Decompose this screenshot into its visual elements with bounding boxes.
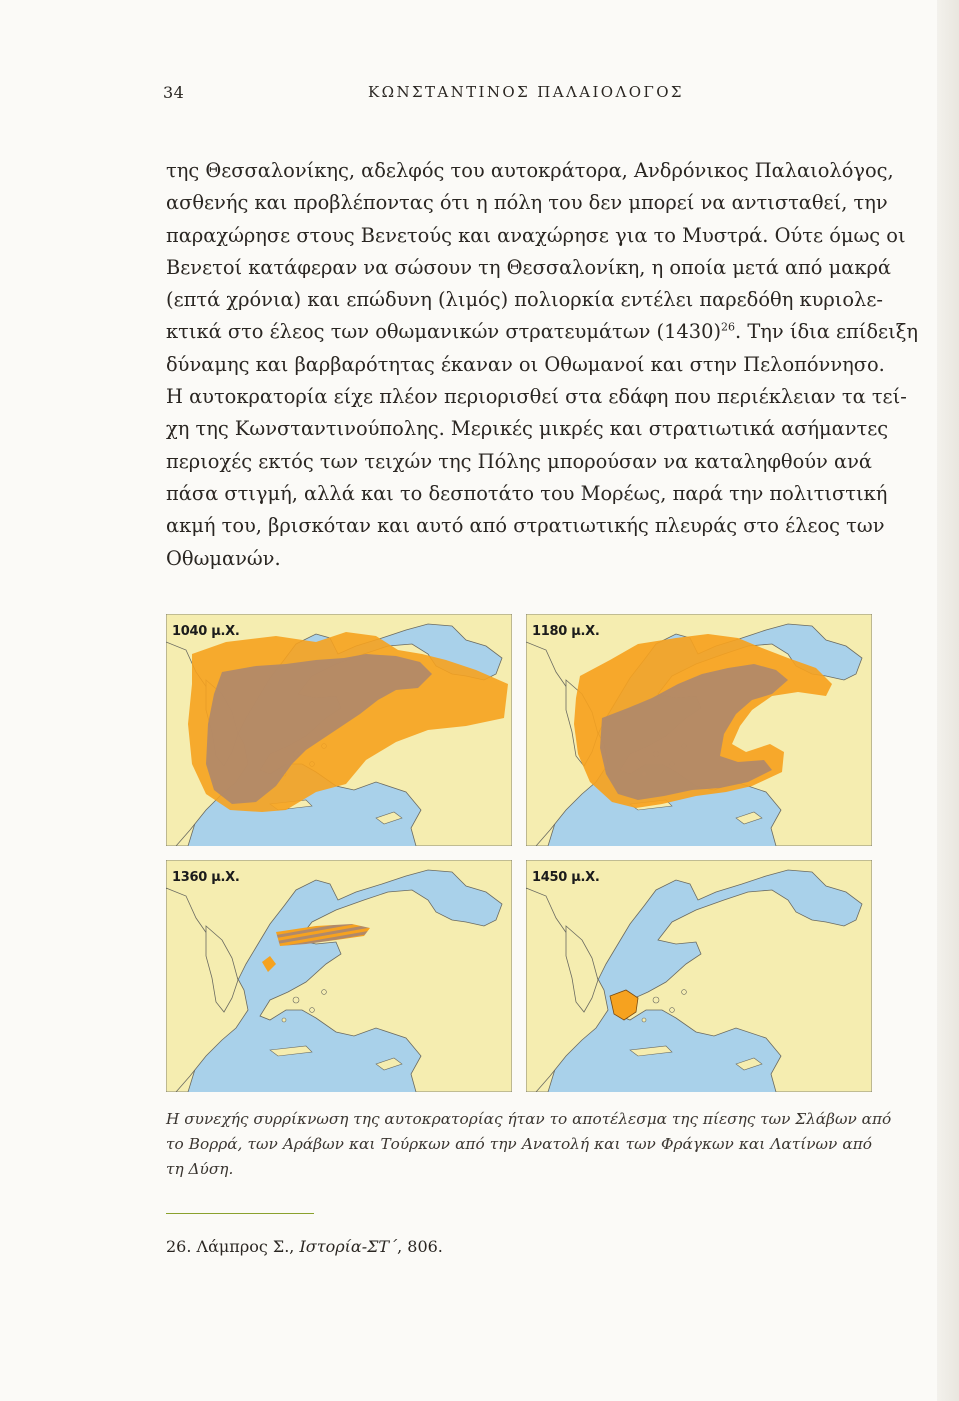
map-1040-graphic [166,614,512,846]
body-line: Βενετοί κατάφεραν να σώσουν τη Θεσσαλονίκη, η οποία μετά από μακρά [166,255,891,279]
body-line [166,316,918,348]
map-label: 1450 μ.Χ. [532,870,600,885]
map-1360-graphic [166,860,512,1092]
page-edge [937,0,959,1401]
map-label: 1180 μ.Χ. [532,624,600,639]
map-1360 [166,860,512,1092]
footnote-author: Λάμπρος Σ., [196,1237,295,1256]
map-1450 [526,860,872,1092]
body-line-text: . Την ίδια επίδειξη [735,320,918,344]
map-1180-graphic [526,614,872,846]
body-line: δύναμης και βαρβαρότητας έκαναν οι Οθωμανοί και στην Πελοπόννησο. [166,352,885,376]
body-line-text: κτικά στο έλεος των οθωμανικών στρατευμάτων (1430) [166,320,722,344]
map-1180 [526,614,872,846]
map-1040 [166,614,512,846]
footnote-pages: , 806. [397,1237,443,1256]
body-line: παραχώρησε στους Βενετούς και αναχώρησε για το Μυστρά. Ούτε όμως οι [166,223,906,247]
map-label: 1040 μ.Χ. [172,624,240,639]
caption-line: Η συνεχής συρρίκνωση της αυτοκρατορίας ήταν το αποτέλεσμα της πίεσης των Σλάβων από [166,1110,892,1128]
body-line: (επτά χρόνια) και επώδυνη (λιμός) πολιορκία εντέλει παρεδόθη κυριολε- [166,288,883,312]
page-number: 34 [163,83,185,102]
body-line: Οθωμανών. [166,546,281,570]
footnote-title: Ιστορία-ΣΤ΄ [299,1237,398,1256]
running-title: ΚΩΝΣΤΑΝΤΙΝΟΣ ΠΑΛΑΙΟΛΟΓΟΣ [368,83,684,101]
footnote [166,1237,443,1256]
figure-caption [166,1107,892,1182]
footnote-divider [166,1213,314,1214]
historical-maps-figure [166,614,872,1092]
body-line: ακμή του, βρισκόταν και αυτό από στρατιωτικής πλευράς στο έλεος των [166,514,885,538]
footnote-number: 26. [166,1237,192,1256]
body-line: πάσα στιγμή, αλλά και το δεσποτάτο του Μορέως, παρά την πολιτιστική [166,481,888,505]
body-line: Η αυτοκρατορία είχε πλέον περιορισθεί στα εδάφη που περιέκλειαν τα τεί- [166,385,907,409]
map-1450-graphic [526,860,872,1092]
caption-line: τη Δύση. [166,1160,234,1178]
page-header [0,83,959,107]
body-line: περιοχές εκτός των τειχών της Πόλης μπορούσαν να καταληφθούν ανά [166,449,872,473]
body-line: ασθενής και προβλέποντας ότι η πόλη του δεν μπορεί να αντισταθεί, την [166,191,888,215]
footnote-reference[interactable]: 26 [721,321,736,335]
body-line: της Θεσσαλονίκης, αδελφός του αυτοκράτορα, Ανδρόνικος Παλαιολόγος, [166,159,894,182]
caption-line: το Βορρά, των Αράβων και Τούρκων από την Ανατολή και των Φράγκων και Λατίνων από [166,1135,872,1153]
map-label: 1360 μ.Χ. [172,870,240,885]
body-text [166,155,918,575]
body-line: χη της Κωνσταντινούπολης. Μερικές μικρές και στρατιωτικά ασήμαντες [166,417,889,441]
